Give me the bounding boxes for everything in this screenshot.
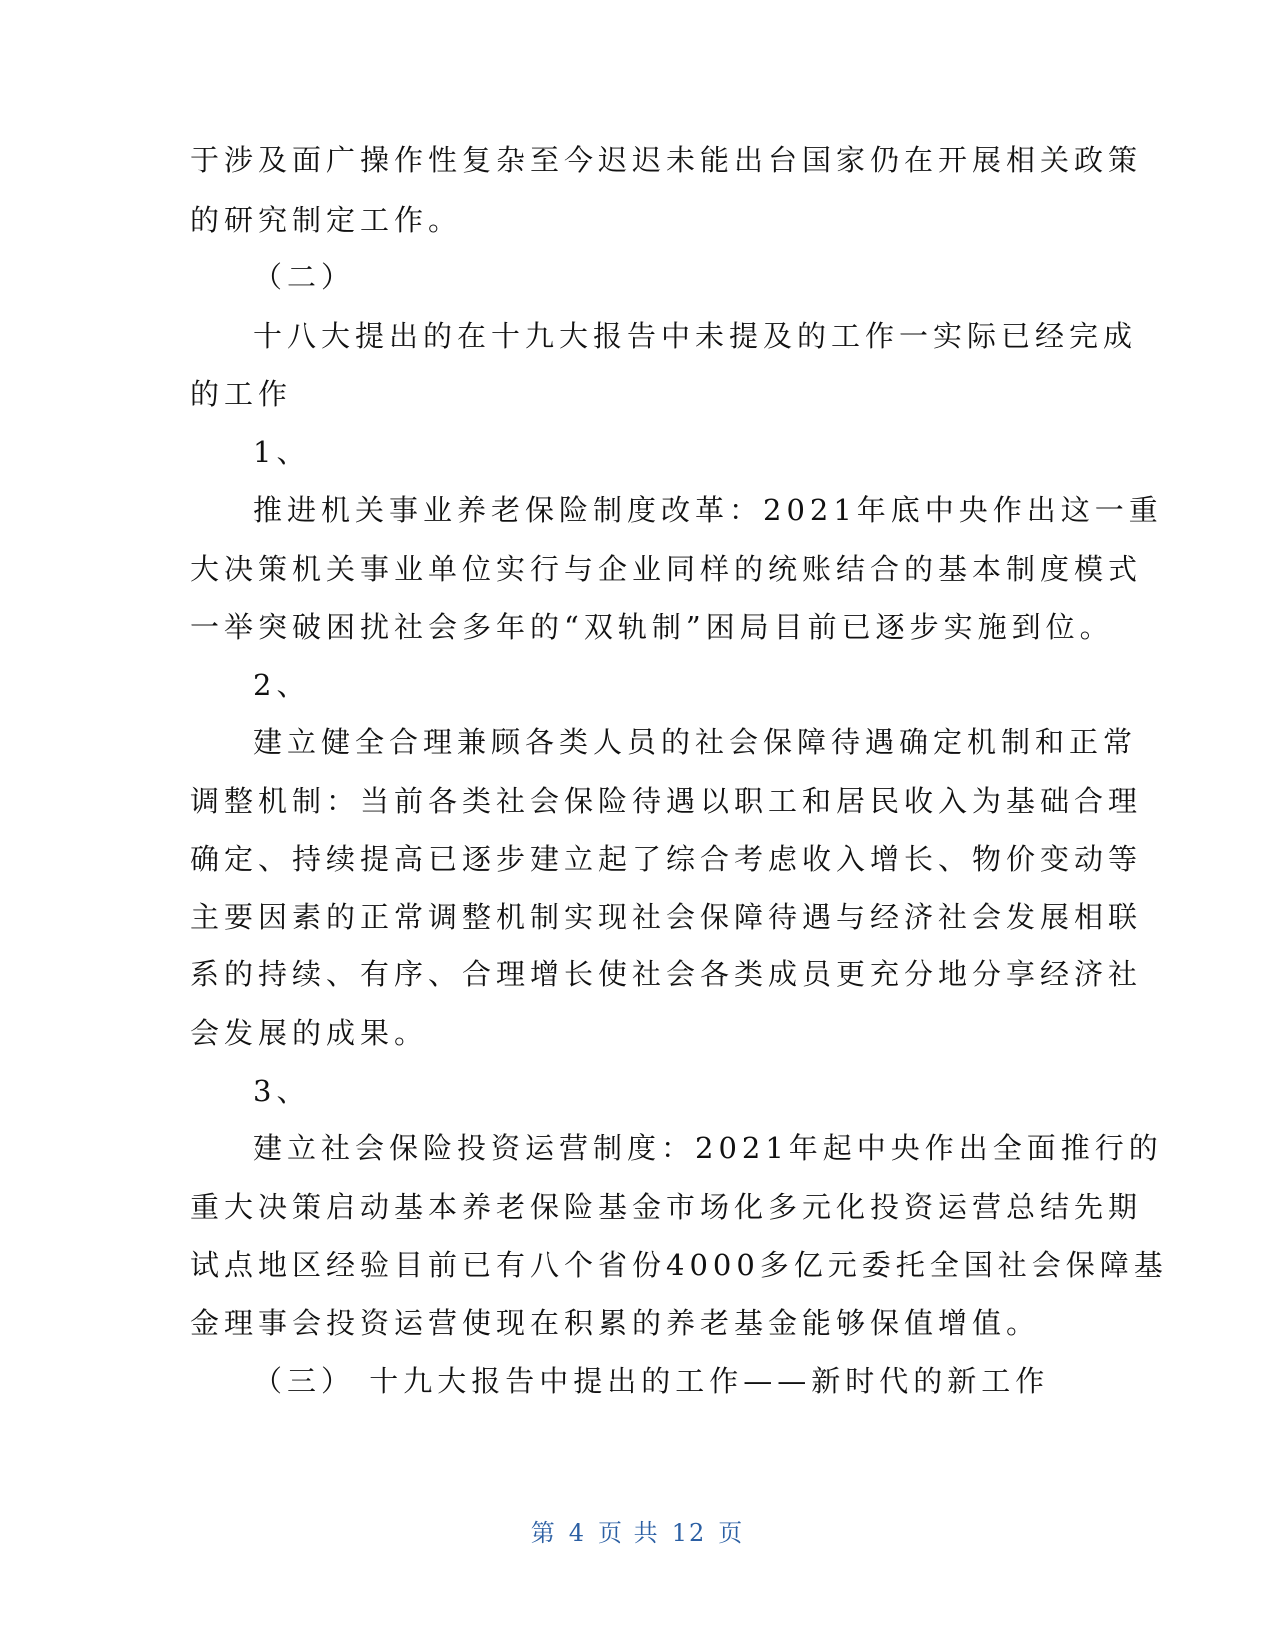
body-text-line: 试点地区经验目前已有八个省份4000多亿元委托全国社会保障基: [190, 1248, 1168, 1282]
footer-total-pages: 12: [671, 1519, 707, 1547]
body-text-line: 主要因素的正常调整机制实现社会保障待遇与经济社会发展相联: [190, 900, 1143, 934]
section-heading: （三） 十九大报告中提出的工作——新时代的新工作: [253, 1364, 1050, 1398]
body-text-line: 会发展的成果。: [190, 1016, 429, 1050]
footer-middle: 页 共: [598, 1519, 660, 1547]
body-text-line: 一举突破困扰社会多年的“双轨制”困局目前已逐步实施到位。: [190, 610, 1114, 644]
section-title-line: 十八大提出的在十九大报告中未提及的工作一实际已经完成: [253, 319, 1138, 353]
section-title-line: 的工作: [190, 377, 293, 411]
footer-page-number: 4: [568, 1519, 587, 1547]
body-text-line: 建立健全合理兼顾各类人员的社会保障待遇确定机制和正常: [253, 725, 1138, 759]
body-text-line: 大决策机关事业单位实行与企业同样的统账结合的基本制度模式: [190, 552, 1143, 586]
footer-suffix: 页: [718, 1519, 745, 1547]
item-number: 2、: [253, 668, 311, 702]
body-text-line: 确定、持续提高已逐步建立起了综合考虑收入增长、物价变动等: [190, 842, 1143, 876]
body-text-line: 调整机制：当前各类社会保险待遇以职工和居民收入为基础合理: [190, 784, 1143, 818]
body-text-line: 的研究制定工作。: [190, 203, 463, 237]
item-number: 3、: [253, 1074, 311, 1108]
body-text-line: 金理事会投资运营使现在积累的养老基金能够保值增值。: [190, 1306, 1041, 1340]
item-number: 1、: [253, 435, 311, 469]
body-text-line: 建立社会保险投资运营制度：2021年起中央作出全面推行的: [253, 1131, 1163, 1165]
body-text-line: 推进机关事业养老保险制度改革：2021年底中央作出这一重: [253, 493, 1163, 527]
body-text-line: 于涉及面广操作性复杂至今迟迟未能出台国家仍在开展相关政策: [190, 143, 1143, 177]
body-text-line: 系的持续、有序、合理增长使社会各类成员更充分地分享经济社: [190, 957, 1143, 991]
footer-prefix: 第: [530, 1519, 557, 1547]
section-heading: （二）: [253, 260, 356, 294]
body-text-line: 重大决策启动基本养老保险基金市场化多元化投资运营总结先期: [190, 1190, 1143, 1224]
page-footer: [0, 1518, 1275, 1548]
